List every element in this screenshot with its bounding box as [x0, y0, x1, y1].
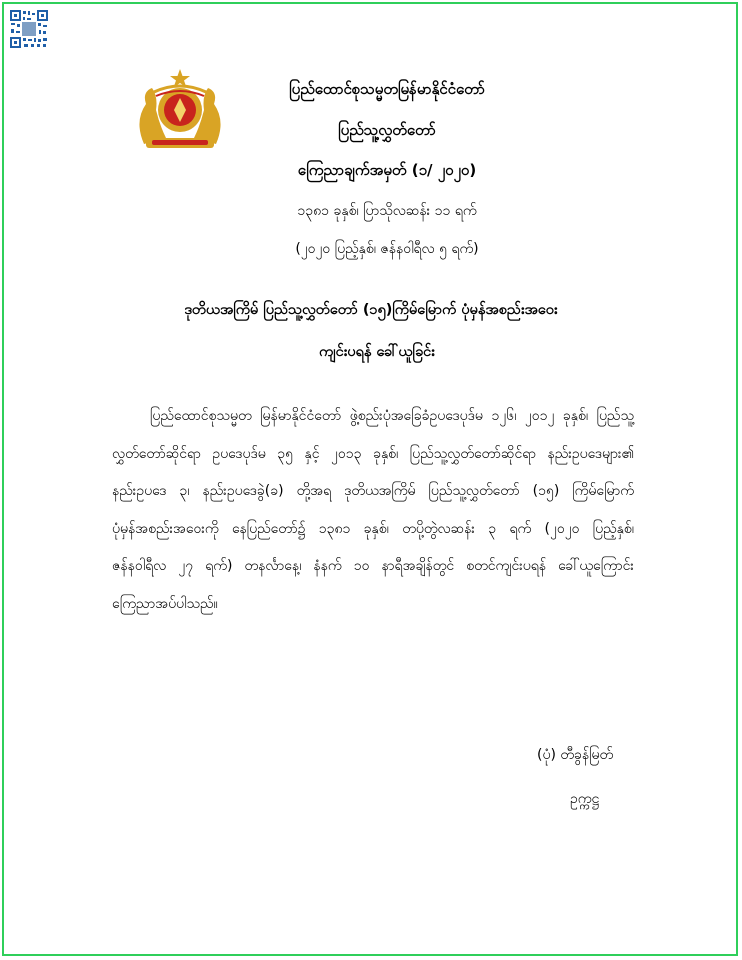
- signatory-name: (ပုံ) တီခွန်မြတ်: [537, 747, 614, 763]
- myanmar-date: ၁၃၈၁ ခုနှစ်၊ ပြာသိုလဆန်း ၁၁ ရက်: [297, 203, 477, 219]
- office-heading: ပြည်သူ့လွှတ်တော်: [338, 121, 436, 139]
- notice-number: ကြေညာချက်အမှတ် (၁/ ၂၀၂၀): [297, 161, 477, 179]
- body-line: ပြည်ထောင်စုသမ္မတ မြန်မာနိုင်ငံတော် ဖွဲ့စည်းပုံအခြေခံဥပဒေပုဒ်မ ၁၂၆၊ ၂၀၁၂ ခုနှစ်၊ ပြည်သူ့: [150, 408, 634, 424]
- announcement-body: [112, 398, 634, 623]
- subject-line-1: ဒုတိယအကြိမ် ပြည်သူ့လွှတ်တော် (၁၅)ကြိမ်မြောက် ပုံမှန်အစည်းအဝေး: [184, 302, 558, 318]
- body-line: နည်းဥပဒေ ၃၊ နည်းဥပဒေခွဲ(ခ) တို့အရ ဒုတိယအကြိမ် ပြည်သူ့လွှတ်တော် (၁၅) ကြိမ်မြောက်: [112, 483, 634, 499]
- body-line: ကြေညာအပ်ပါသည်။: [112, 595, 218, 612]
- signatory-title: ဥက္ကဋ္ဌ: [570, 791, 600, 807]
- body-line: လွှတ်တော်ဆိုင်ရာ ဥပဒေပုဒ်မ ၃၅ နှင့် ၂၀၁၃ ခုနှစ်၊ ပြည်သူ့လွှတ်တော်ဆိုင်ရာ နည်းဥပဒေများ၏: [112, 445, 634, 462]
- body-line: ဇန်နဝါရီလ ၂၇ ရက်) တနင်္လာနေ့၊ နံနက် ၁၀ နာရီအချိန်တွင် စတင်ကျင်းပရန် ခေါ်ယူကြောင်း: [112, 558, 634, 574]
- qr-code-icon[interactable]: [9, 9, 49, 49]
- gregorian-date: (၂၀၂၀ ပြည့်နှစ်၊ ဇန်နဝါရီလ ၅ ရက်): [295, 241, 479, 257]
- state-name-heading: ပြည်ထောင်စုသမ္မတမြန်မာနိုင်ငံတော်: [289, 80, 485, 98]
- body-line: ပုံမှန်အစည်းအဝေးကို နေပြည်တော်၌ ၁၃၈၁ ခုနှစ်၊ တပို့တွဲလဆန်း ၃ ရက် (၂၀၂၀ ပြည့်နှစ်၊: [112, 520, 634, 537]
- subject-line-2: ကျင်းပရန် ခေါ်ယူခြင်း: [319, 344, 435, 360]
